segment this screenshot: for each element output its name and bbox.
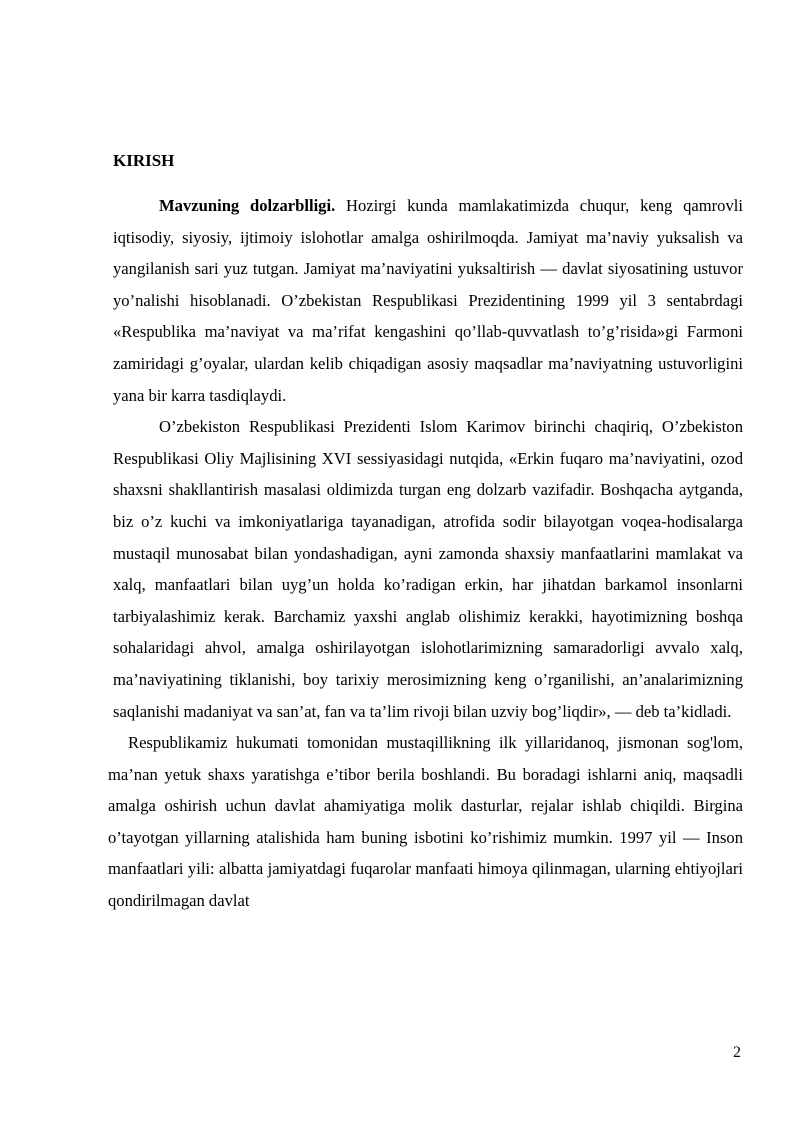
paragraph-government-programs: Respublikamiz hukumati tomonidan mustaqillikning ilk yillaridanoq, jismonan sog'lom, ma’nan yetuk shaxs yaratishga e’tibor berila boshlandi. Bu boradagi ishlarni aniq, maqsadli amalga oshirish uchun davlat ahamiyatiga molik dasturlar, rejalar ishlab chiqildi. Birgina o’tayotgan yillarning atalishida ham buning isbotini ko’rishimiz mumkin. 1997 yil — Inson manfaatlari yili: albatta jamiyatdagi fuqarolar manfaati himoya qilinmagan, ularning ehtiyojlari qondirilmagan davlat	[108, 733, 743, 911]
section-heading: KIRISH	[113, 151, 175, 170]
body-text	[108, 190, 743, 917]
paragraph-president-speech: O’zbekiston Respublikasi Prezidenti Islom Karimov birinchi chaqiriq, O’zbekiston Respublikasi Oliy Majlisining XVI sessiyasidagi nutqida, «Erkin fuqaro ma’naviyatini, ozod shaxsni shakllantirish masalasi oldimizda turgan eng dolzarb vazifadir. Boshqacha aytganda, biz o’z kuchi va imkoniyatlariga tayanadigan, atrofida sodir bilayotgan voqea-hodisalarga mustaqil munosabat bilan yondashadigan, ayni zamonda shaxsiy manfaatlarini mamlakat va xalq, manfaatlari bilan uyg’un holda ko’radigan erkin, har jihatdan barkamol insonlarni tarbiyalashimiz kerak. Barchamiz yaxshi anglab olishimiz kerakki, hayotimizning boshqa sohalaridagi ahvol, amalga oshirilayotgan islohotlarimizning samaradorligi avvalo xalq, ma’naviyatining tiklanishi, boy tarixiy merosimizning keng o’rganilishi, an’analarimizning saqlanishi madaniyat va san’at, fan va ta’lim rivoji bilan uzviy bog’liqdir», — deb ta’kidladi.	[113, 417, 743, 721]
paragraph-text: Hozirgi kunda mamlakatimizda chuqur, keng qamrovli iqtisodiy, siyosiy, ijtimoiy islohotlar amalga oshirilmoqda. Jamiyat ma’naviy yuksalish va yangilanish sari yuz tutgan. Jamiyat ma’naviyatini yuksaltirish — davlat siyosatining ustuvor yo’nalishi hisoblanadi. O’zbekistan Respublikasi Prezidentining 1999 yil 3 sentabrdagi «Respublika ma’naviyat va ma’rifat kengashini qo’llab-quvvatlash to’g’risida»gi Farmoni zamiridagi g’oyalar, ulardan kelib chiqadigan asosiy maqsadlar ma’naviyatning ustuvorligini yana bir karra tasdiqlaydi.	[113, 196, 743, 405]
paragraph-lead: Mavzuning dolzarblligi.	[159, 196, 336, 215]
page-number: 2	[733, 1044, 741, 1061]
paragraph-relevance	[113, 190, 743, 411]
